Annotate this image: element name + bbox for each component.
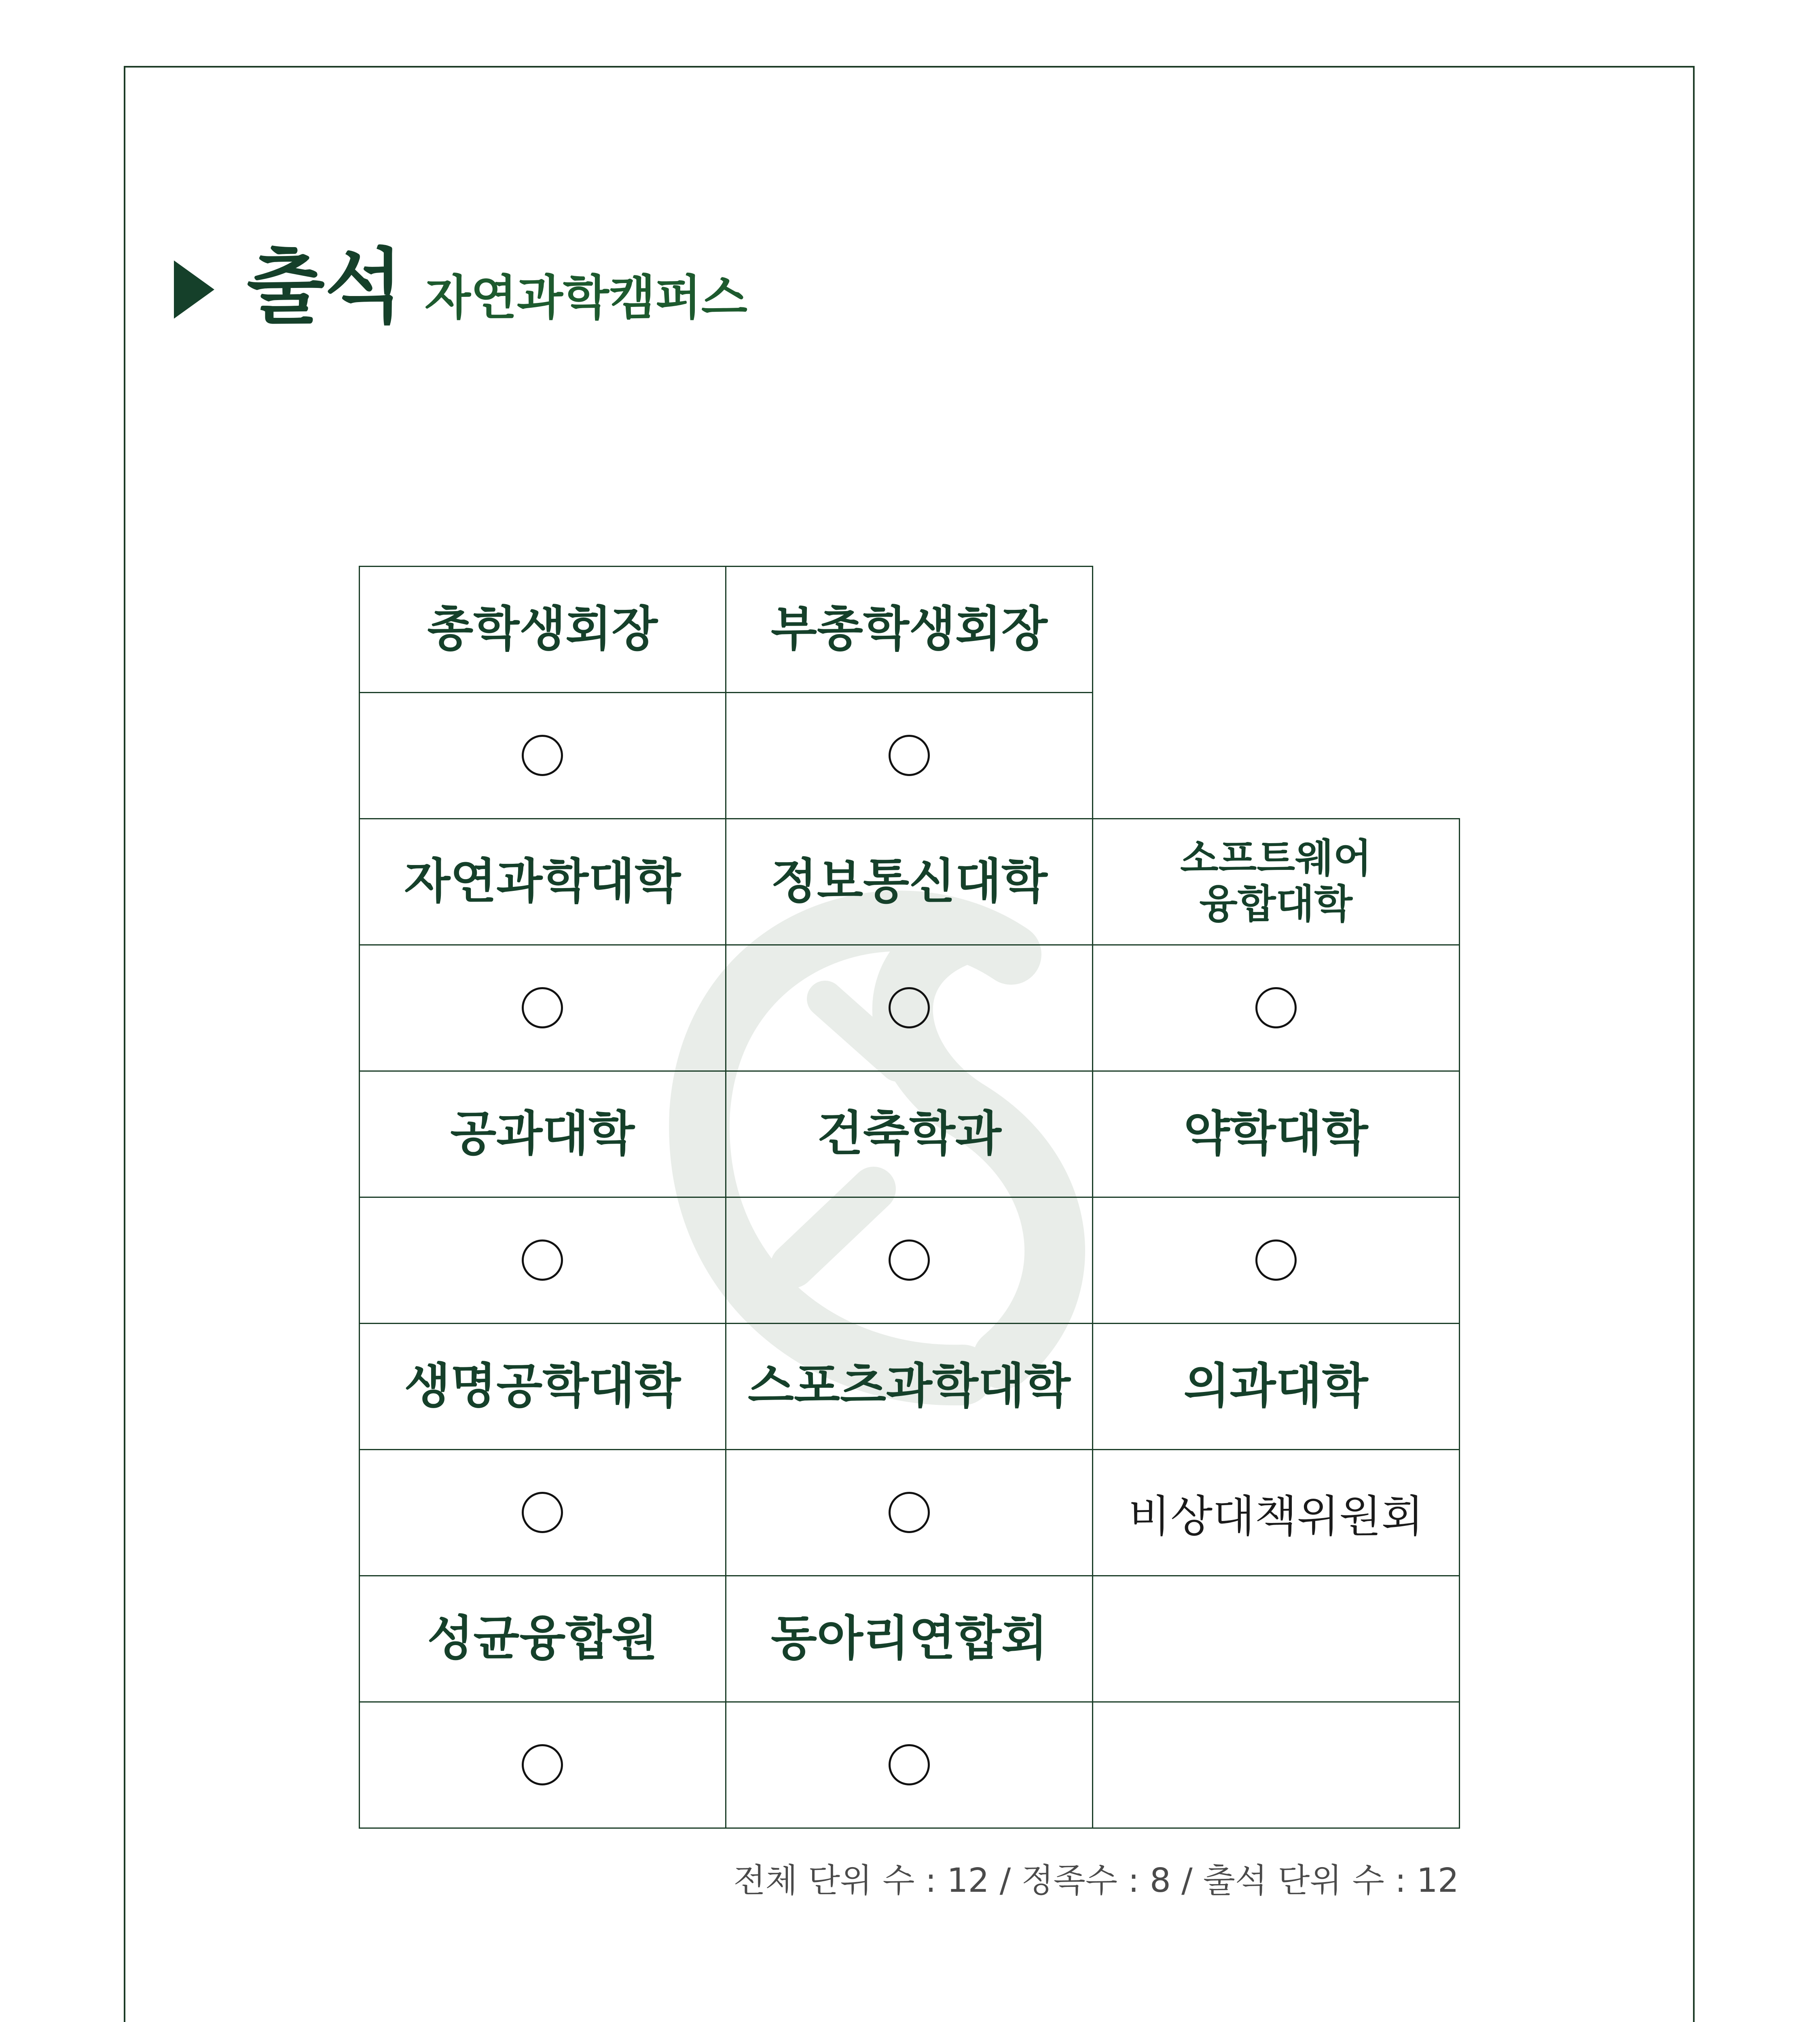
present-circle-icon — [1255, 1239, 1297, 1281]
unit-name-cell — [1092, 818, 1460, 945]
page-title: 출석 — [247, 240, 403, 334]
unit-name: 공과대학 — [450, 1106, 635, 1162]
attendance-cell — [359, 1701, 727, 1829]
present-circle-icon — [889, 735, 930, 776]
attendance-cell — [359, 1449, 727, 1576]
unit-name: 건축학과 — [817, 1106, 1001, 1162]
unit-name: 부총학생회장 — [771, 601, 1048, 657]
empty-slot — [1092, 566, 1460, 693]
present-circle-icon — [522, 735, 563, 776]
present-circle-icon — [522, 1239, 563, 1281]
unit-name-cell — [359, 1575, 727, 1703]
present-circle-icon — [889, 987, 930, 1028]
present-circle-icon — [889, 1492, 930, 1533]
unit-name-cell — [725, 1070, 1093, 1198]
attendance-cell — [725, 944, 1093, 1072]
unit-name-cell — [359, 566, 727, 693]
unit-name: 스포츠과학대학 — [748, 1358, 1071, 1414]
triangle-bullet-icon — [174, 260, 214, 319]
present-circle-icon — [522, 987, 563, 1028]
unit-name-cell — [1092, 1575, 1460, 1703]
attendance-cell — [1092, 1197, 1460, 1324]
empty-slot — [1092, 692, 1460, 819]
attendance-cell — [725, 1701, 1093, 1829]
attendance-value: 비상대책위원회 — [1128, 1491, 1424, 1542]
attendance-cell — [725, 1449, 1093, 1576]
unit-name: 의과대학 — [1183, 1358, 1368, 1414]
attendance-cell — [359, 1197, 727, 1324]
unit-name-cell — [725, 818, 1093, 945]
unit-name-cell — [359, 1323, 727, 1450]
attendance-summary: 전체 단위 수 : 12 / 정족수 : 8 / 출석 단위 수 : 12 — [733, 1861, 1459, 1900]
present-circle-icon — [522, 1492, 563, 1533]
unit-name: 총학생회장 — [427, 601, 658, 657]
unit-name: 동아리연합회 — [771, 1610, 1048, 1667]
attendance-cell — [725, 692, 1093, 819]
attendance-cell — [1092, 944, 1460, 1072]
unit-name: 정보통신대학 — [771, 853, 1048, 909]
unit-name: 생명공학대학 — [404, 1358, 681, 1414]
unit-name-cell — [725, 1575, 1093, 1703]
present-circle-icon — [1255, 987, 1297, 1028]
page-subtitle: 자연과학캠퍼스 — [425, 270, 747, 326]
unit-name: 약학대학 — [1183, 1106, 1368, 1162]
unit-name-cell — [359, 1070, 727, 1198]
present-circle-icon — [889, 1239, 930, 1281]
unit-name: 성균융합원 — [427, 1610, 658, 1667]
unit-name-cell — [725, 566, 1093, 693]
unit-name: 자연과학대학 — [404, 853, 681, 909]
unit-name-cell — [359, 818, 727, 945]
attendance-cell — [359, 692, 727, 819]
attendance-cell — [359, 944, 727, 1072]
unit-name-cell — [725, 1323, 1093, 1450]
attendance-cell — [725, 1197, 1093, 1324]
attendance-cell — [1092, 1449, 1460, 1576]
unit-name: 소프트웨어 융합대학 — [1180, 835, 1372, 927]
attendance-table — [359, 566, 1459, 1828]
attendance-cell — [1092, 1701, 1460, 1829]
present-circle-icon — [889, 1744, 930, 1785]
unit-name-cell — [1092, 1070, 1460, 1198]
unit-name-cell — [1092, 1323, 1460, 1450]
present-circle-icon — [522, 1744, 563, 1785]
